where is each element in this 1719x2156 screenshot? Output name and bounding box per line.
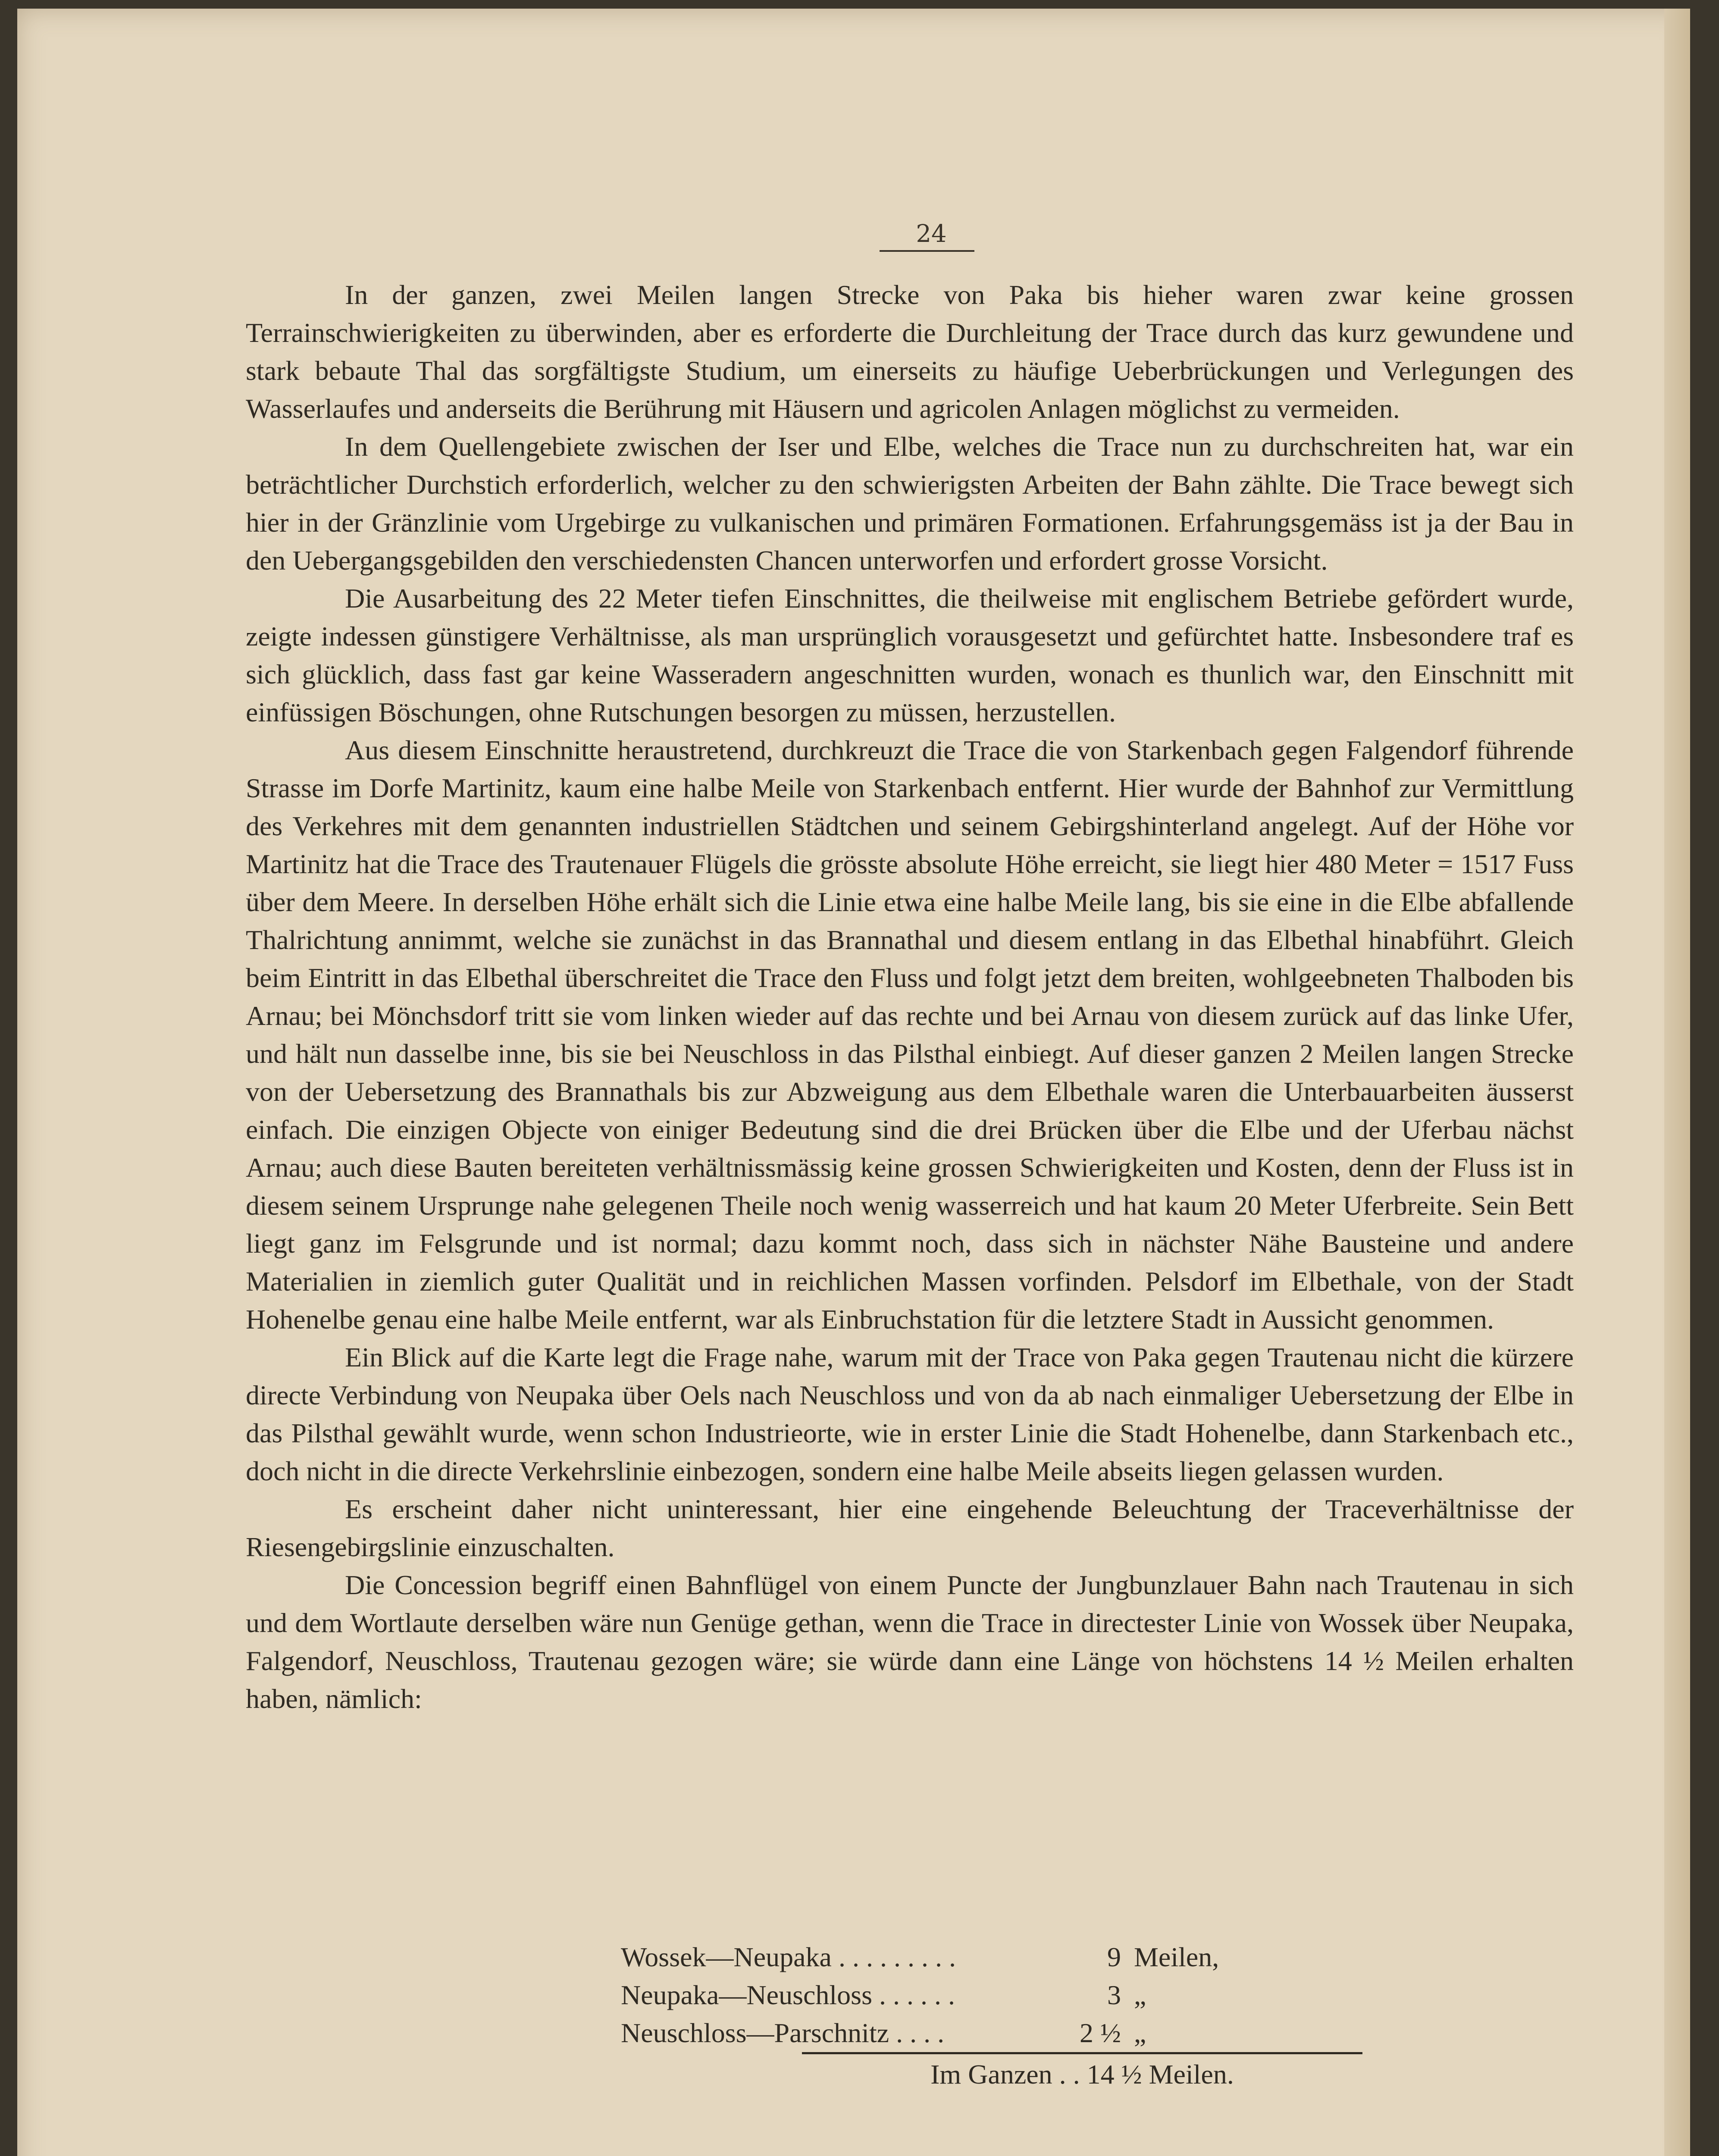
paragraph: In der ganzen, zwei Meilen langen Strecke von Paka bis hieher waren zwar keine grossen Terrainschwierigkeiten zu überwinden, aber es erforderte die Durchleitung der Trace durch das kurz gewundene und stark bebaute Thal das sorgfältigste Studium, um einerseits zu häufige Ueberbrückungen und Verlegungen des Wasserlaufes und anderseits die Berührung mit Häusern und agricolen Anlagen möglichst zu vermeiden.: [246, 279, 1574, 424]
page-edge: [1664, 9, 1690, 2156]
route-label: Neupaka—Neuschloss . . . . . .: [621, 1980, 955, 2010]
route-value: 9: [1107, 1942, 1121, 1972]
distance-table: [621, 1938, 1246, 2090]
route-label: Neuschloss—Parschnitz . . . .: [621, 2018, 945, 2048]
route-unit: „: [1134, 1980, 1146, 2010]
paragraph: Ein Blick auf die Karte legt die Frage nahe, warum mit der Trace von Paka gegen Trautenau nicht die kürzere directe Verbindung von Neupaka über Oels nach Neuschloss und von da ab nach einmaliger Uebersetzung der Elbe in das Pilsthal gewählt wurde, wenn schon Industrieorte, wie in erster Linie die Stadt Hohenelbe, dann Starkenbach etc., doch nicht in die directe Verkehrslinie einbezogen, sondern eine halbe Meile abseits liegen gelassen wurden.: [246, 1342, 1574, 1486]
paragraph: Aus diesem Einschnitte heraustretend, durchkreuzt die Trace die von Starkenbach gegen Falgendorf führende Strasse im Dorfe Martinitz, kaum eine halbe Meile von Starkenbach entfernt. Hier wurde der Bahnhof zur Vermittlung des Verkehres mit dem genannten industriellen Städtchen und seinem Gebirgshinterland angelegt. Auf der Höhe vor Martinitz hat die Trace des Trautenauer Flügels die grösste absolute Höhe erreicht, sie liegt hier 480 Meter = 1517 Fuss über dem Meere. In derselben Höhe erhält sich die Linie etwa eine halbe Meile lang, bis sie eine in die Elbe abfallende Thalrichtung annimmt, welche sie zunächst in das Brannathal und diesem entlang in das Elbethal hinabführt. Gleich beim Eintritt in das Elbethal überschreitet die Trace den Fluss und folgt jetzt dem breiten, wohlgeebneten Thalboden bis Arnau; bei Mönchsdorf tritt sie vom linken wieder auf das rechte und bei Arnau von diesem zurück auf das linke Ufer, und hält nun dasselbe inne, bis sie bei Neuschloss in das Pilsthal einbiegt. Auf dieser ganzen 2 Meilen langen Strecke von der Uebersetzung des Brannathals bis zur Abzweigung aus dem Elbethale waren die Unterbauarbeiten äusserst einfach. Die einzigen Objecte von einiger Bedeutung sind die drei Brücken über die Elbe und der Uferbau nächst Arnau; auch diese Bauten bereiteten verhältnissmässig keine grossen Schwierigkeiten und Kosten, denn der Fluss ist in diesem seinem Ursprunge nahe gelegenen Theile noch wenig wasserreich und hat kaum 20 Meter Uferbreite. Sein Bett liegt ganz im Felsgrunde und ist normal; dazu kommt noch, dass sich in nächster Nähe Bausteine und andere Materialien in ziemlich guter Qualität und in reichlichen Massen vorfinden. Pelsdorf im Elbethale, von der Stadt Hohenelbe genau eine halbe Meile entfernt, war als Einbruchstation für die letztere Stadt in Aussicht genommen.: [246, 735, 1574, 1335]
page-number-rule: [880, 250, 974, 252]
table-row: [621, 2014, 1246, 2052]
route-value: 2 ½: [1080, 2018, 1121, 2048]
route-unit: Meilen,: [1134, 1942, 1219, 1972]
table-row: [621, 1938, 1246, 1976]
route-label: Wossek—Neupaka . . . . . . . . .: [621, 1942, 956, 1972]
paragraph: In dem Quellengebiete zwischen der Iser und Elbe, welches die Trace nun zu durchschreiten hat, war ein beträchtlicher Durchstich erforderlich, welcher zu den schwierigsten Arbeiten der Bahn zählte. Die Trace bewegt sich hier in der Gränzlinie vom Urgebirge zu vulkanischen und primären Formationen. Erfahrungsgemäss ist ja der Bau in den Uebergangsgebilden den verschiedensten Chancen unterworfen und erfordert grosse Vorsicht.: [246, 431, 1574, 576]
page-number: 24: [916, 220, 947, 248]
sum-total: Im Ganzen . . 14 ½ Meilen.: [930, 2059, 1234, 2090]
body-text: [246, 276, 1574, 1718]
paragraph: Es erscheint daher nicht uninteressant, hier eine eingehende Beleuchtung der Traceverhältnisse der Riesengebirgslinie einzuschalten.: [246, 1494, 1574, 1562]
paragraph: Die Ausarbeitung des 22 Meter tiefen Einschnittes, die theilweise mit englischem Betriebe gefördert wurde, zeigte indessen günstigere Verhältnisse, als man ursprünglich vorausgesetzt und gefürchtet hatte. Insbesondere traf es sich glücklich, dass fast gar keine Wasseradern angeschnitten wurden, wonach es thunlich war, den Einschnitt mit einfüssigen Böschungen, ohne Rutschungen besorgen zu müssen, herzustellen.: [246, 583, 1574, 727]
table-row: [621, 1976, 1246, 2014]
document-page: [17, 9, 1690, 2156]
route-unit: „: [1134, 2018, 1146, 2048]
route-value: 3: [1107, 1980, 1121, 2010]
paragraph: Die Concession begriff einen Bahnflügel von einem Puncte der Jungbunzlauer Bahn nach Trautenau in sich und dem Wortlaute derselben wäre nun Genüge gethan, wenn die Trace in directester Linie von Wossek über Neupaka, Falgendorf, Neuschloss, Trautenau gezogen wäre; sie würde dann eine Länge von höchstens 14 ½ Meilen erhalten haben, nämlich:: [246, 1570, 1574, 1714]
sum-rule: [802, 2052, 1362, 2054]
